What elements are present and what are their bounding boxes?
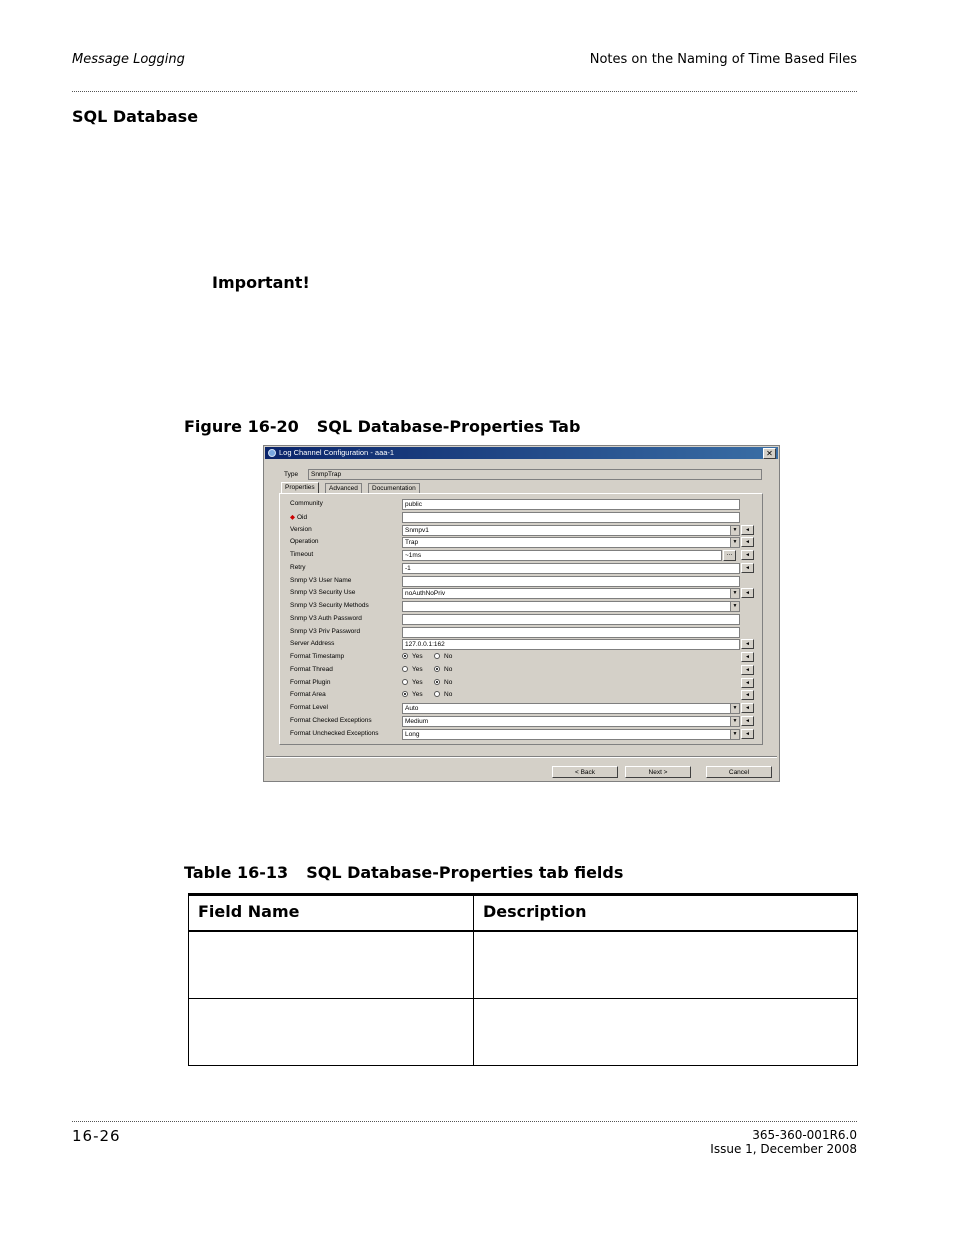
property-label bbox=[290, 628, 360, 635]
reset-arrow-icon[interactable]: ◄ bbox=[741, 550, 754, 560]
chevron-down-icon[interactable]: ▼ bbox=[730, 538, 739, 547]
dialog-title: Log Channel Configuration - aaa-1 bbox=[279, 448, 395, 457]
property-label bbox=[290, 500, 323, 507]
radio-no-label: No bbox=[444, 691, 453, 699]
dialog-titlebar[interactable] bbox=[265, 447, 778, 459]
property-label bbox=[290, 551, 313, 558]
property-row-format-level bbox=[290, 703, 760, 714]
log-channel-config-dialog bbox=[263, 445, 780, 782]
type-label: Type bbox=[284, 471, 299, 478]
input-retry[interactable] bbox=[402, 563, 740, 574]
field-value: public bbox=[405, 501, 422, 508]
issue-date: Issue 1, December 2008 bbox=[710, 1142, 857, 1156]
radio-no-label: No bbox=[444, 665, 453, 673]
property-row-operation bbox=[290, 537, 760, 548]
property-label bbox=[290, 704, 328, 711]
property-row-server-address bbox=[290, 639, 760, 650]
property-label-text: Community bbox=[290, 500, 323, 507]
reset-arrow-icon[interactable]: ◄ bbox=[741, 639, 754, 649]
field-value: -1 bbox=[405, 564, 411, 572]
radio-yes-label: Yes bbox=[412, 653, 423, 660]
fields-table bbox=[188, 893, 858, 1066]
footer-doc-info bbox=[710, 1128, 857, 1156]
input-oid[interactable] bbox=[402, 512, 740, 523]
property-label bbox=[290, 730, 379, 737]
field-value: Trap bbox=[405, 539, 419, 547]
property-label bbox=[290, 640, 334, 647]
property-row-snmp-v3-auth-password bbox=[290, 614, 760, 625]
table-cell bbox=[474, 999, 858, 1066]
property-label bbox=[290, 717, 372, 724]
radio-yes[interactable] bbox=[402, 666, 408, 672]
important-label: Important! bbox=[212, 273, 310, 292]
property-row-format-area bbox=[290, 690, 760, 701]
footer-rule bbox=[72, 1121, 857, 1122]
cancel-button[interactable]: Cancel bbox=[706, 766, 772, 778]
app-icon bbox=[268, 449, 276, 457]
tab-properties[interactable]: Properties bbox=[281, 482, 319, 494]
running-header-section: Notes on the Naming of Time Based Files bbox=[589, 52, 857, 67]
property-row-format-plugin bbox=[290, 678, 760, 689]
property-label-text: Oid bbox=[297, 513, 308, 521]
property-label bbox=[290, 513, 307, 521]
dropdown-format-level[interactable] bbox=[402, 703, 740, 714]
figure-number: Figure 16-20 bbox=[184, 417, 299, 436]
property-label-text: Snmp V3 Auth Password bbox=[290, 614, 362, 622]
property-label bbox=[290, 538, 319, 545]
property-label bbox=[290, 589, 355, 596]
property-label-text: Retry bbox=[290, 563, 306, 571]
property-label-text: Version bbox=[290, 525, 312, 533]
radio-no[interactable] bbox=[434, 691, 440, 697]
radio-no[interactable] bbox=[434, 666, 440, 672]
chevron-down-icon[interactable]: ▼ bbox=[730, 526, 739, 535]
properties-panel bbox=[279, 493, 763, 745]
reset-arrow-icon[interactable]: ◄ bbox=[741, 525, 754, 535]
chevron-down-icon[interactable]: ▼ bbox=[730, 730, 739, 739]
property-label bbox=[290, 666, 333, 673]
property-row-format-thread bbox=[290, 665, 760, 676]
input-snmp-v3-auth-password[interactable] bbox=[402, 614, 740, 625]
reset-arrow-icon[interactable]: ◄ bbox=[741, 537, 754, 547]
field-value: Auto bbox=[405, 705, 419, 712]
radio-yes-label: Yes bbox=[412, 691, 423, 699]
reset-arrow-icon[interactable]: ◄ bbox=[741, 588, 754, 598]
property-label bbox=[290, 577, 351, 584]
property-label-text: Format Area bbox=[290, 691, 326, 699]
property-label-text: Format Checked Exceptions bbox=[290, 716, 372, 724]
section-title: SQL Database bbox=[72, 107, 199, 126]
table-number: Table 16-13 bbox=[184, 863, 289, 882]
table-row bbox=[189, 999, 858, 1066]
property-row-retry bbox=[290, 563, 760, 574]
reset-arrow-icon[interactable]: ◄ bbox=[741, 703, 754, 713]
property-label-text: Format Level bbox=[290, 704, 328, 711]
radio-yes[interactable] bbox=[402, 653, 408, 659]
next-button[interactable]: Next > bbox=[625, 766, 691, 778]
table-cell bbox=[474, 931, 858, 999]
property-label-text: Format Thread bbox=[290, 665, 333, 673]
table-cell bbox=[189, 931, 474, 999]
input-snmp-v3-user-name[interactable] bbox=[402, 576, 740, 587]
property-label bbox=[290, 602, 369, 609]
property-row-snmp-v3-priv-password bbox=[290, 627, 760, 638]
property-row-version bbox=[290, 525, 760, 536]
property-label-text: Snmp V3 Security Use bbox=[290, 589, 356, 597]
radio-no-label: No bbox=[444, 653, 453, 660]
close-icon[interactable]: ✕ bbox=[763, 448, 776, 459]
property-label-text: Format Timestamp bbox=[290, 653, 345, 660]
field-value: Long bbox=[405, 730, 420, 738]
radio-yes-label: Yes bbox=[412, 678, 423, 686]
table-title: SQL Database-Properties tab fields bbox=[306, 863, 624, 882]
tab-advanced[interactable]: Advanced bbox=[325, 483, 362, 494]
field-value: 127.0.0.1:162 bbox=[405, 641, 445, 649]
input-snmp-v3-priv-password[interactable] bbox=[402, 627, 740, 638]
table-row bbox=[189, 931, 858, 999]
property-label-text: Timeout bbox=[290, 551, 314, 558]
column-header-field-name: Field Name bbox=[189, 895, 474, 932]
field-value: ~1ms bbox=[405, 552, 422, 559]
type-field: SnmpTrap bbox=[308, 469, 762, 480]
field-value: Snmpv1 bbox=[405, 526, 429, 534]
reset-arrow-icon[interactable]: ◄ bbox=[741, 690, 754, 700]
property-label bbox=[290, 679, 330, 686]
dropdown-version[interactable] bbox=[402, 525, 740, 536]
property-label-text: Format Unchecked Exceptions bbox=[290, 729, 379, 737]
reset-arrow-icon[interactable]: ◄ bbox=[741, 652, 754, 662]
dropdown-snmp-v3-security-methods[interactable] bbox=[402, 601, 740, 612]
radio-yes-label: Yes bbox=[412, 665, 423, 673]
reset-arrow-icon[interactable]: ◄ bbox=[741, 665, 754, 675]
figure-caption bbox=[184, 417, 580, 436]
property-row-timeout bbox=[290, 550, 760, 561]
dropdown-snmp-v3-security-use[interactable] bbox=[402, 588, 740, 599]
property-label-text: Format Plugin bbox=[290, 678, 331, 686]
running-header-chapter: Message Logging bbox=[72, 52, 185, 67]
radio-yes[interactable] bbox=[402, 691, 408, 697]
reset-arrow-icon[interactable]: ◄ bbox=[741, 729, 754, 739]
required-marker-icon: ◆ bbox=[290, 513, 295, 521]
field-value: Medium bbox=[405, 717, 429, 725]
property-label-text: Snmp V3 Security Methods bbox=[290, 602, 369, 609]
radio-yes[interactable] bbox=[402, 679, 408, 685]
input-server-address[interactable] bbox=[402, 639, 740, 650]
property-label bbox=[290, 653, 344, 660]
property-label bbox=[290, 526, 312, 533]
property-row-format-timestamp bbox=[290, 652, 760, 663]
property-row-snmp-v3-user-name bbox=[290, 576, 760, 587]
table-cell bbox=[189, 999, 474, 1066]
chevron-down-icon[interactable]: ▼ bbox=[730, 589, 739, 598]
figure-title: SQL Database-Properties Tab bbox=[316, 417, 581, 436]
property-row-format-checked-exceptions bbox=[290, 716, 760, 727]
reset-arrow-icon[interactable]: ◄ bbox=[741, 716, 754, 726]
property-label-text: Snmp V3 User Name bbox=[290, 576, 352, 584]
input-timeout[interactable] bbox=[402, 550, 722, 561]
input-community[interactable] bbox=[402, 499, 740, 510]
dropdown-format-checked-exceptions[interactable] bbox=[402, 716, 740, 727]
table-header-row bbox=[189, 895, 858, 932]
radio-no-label: No bbox=[444, 678, 453, 686]
property-label bbox=[290, 615, 362, 622]
property-row-snmp-v3-security-use bbox=[290, 588, 760, 599]
property-label bbox=[290, 564, 306, 571]
back-button[interactable]: < Back bbox=[552, 766, 618, 778]
dropdown-operation[interactable] bbox=[402, 537, 740, 548]
radio-no[interactable] bbox=[434, 679, 440, 685]
column-header-description: Description bbox=[474, 895, 858, 932]
chevron-down-icon[interactable]: ▼ bbox=[730, 602, 739, 611]
reset-arrow-icon[interactable]: ◄ bbox=[741, 563, 754, 573]
property-row-format-unchecked-exceptions bbox=[290, 729, 760, 740]
button-separator bbox=[266, 756, 777, 758]
property-label-text: Snmp V3 Priv Password bbox=[290, 627, 361, 635]
property-row-oid bbox=[290, 512, 760, 523]
property-row-community bbox=[290, 499, 760, 510]
property-label-text: Operation bbox=[290, 538, 319, 546]
tab-documentation[interactable]: Documentation bbox=[368, 483, 420, 494]
property-label bbox=[290, 691, 326, 698]
chevron-down-icon[interactable]: ▼ bbox=[730, 704, 739, 713]
page-number: 16-26 bbox=[72, 1127, 121, 1145]
chevron-down-icon[interactable]: ▼ bbox=[730, 717, 739, 726]
field-value: noAuthNoPriv bbox=[405, 590, 446, 598]
radio-no[interactable] bbox=[434, 653, 440, 659]
doc-number: 365-360-001R6.0 bbox=[752, 1128, 857, 1142]
header-rule bbox=[72, 91, 857, 92]
reset-arrow-icon[interactable]: ◄ bbox=[741, 678, 754, 688]
property-row-snmp-v3-security-methods bbox=[290, 601, 760, 612]
ellipsis-button[interactable]: ... bbox=[723, 550, 736, 561]
table-caption bbox=[184, 863, 623, 882]
dropdown-format-unchecked-exceptions[interactable] bbox=[402, 729, 740, 740]
property-label-text: Server Address bbox=[290, 640, 335, 648]
